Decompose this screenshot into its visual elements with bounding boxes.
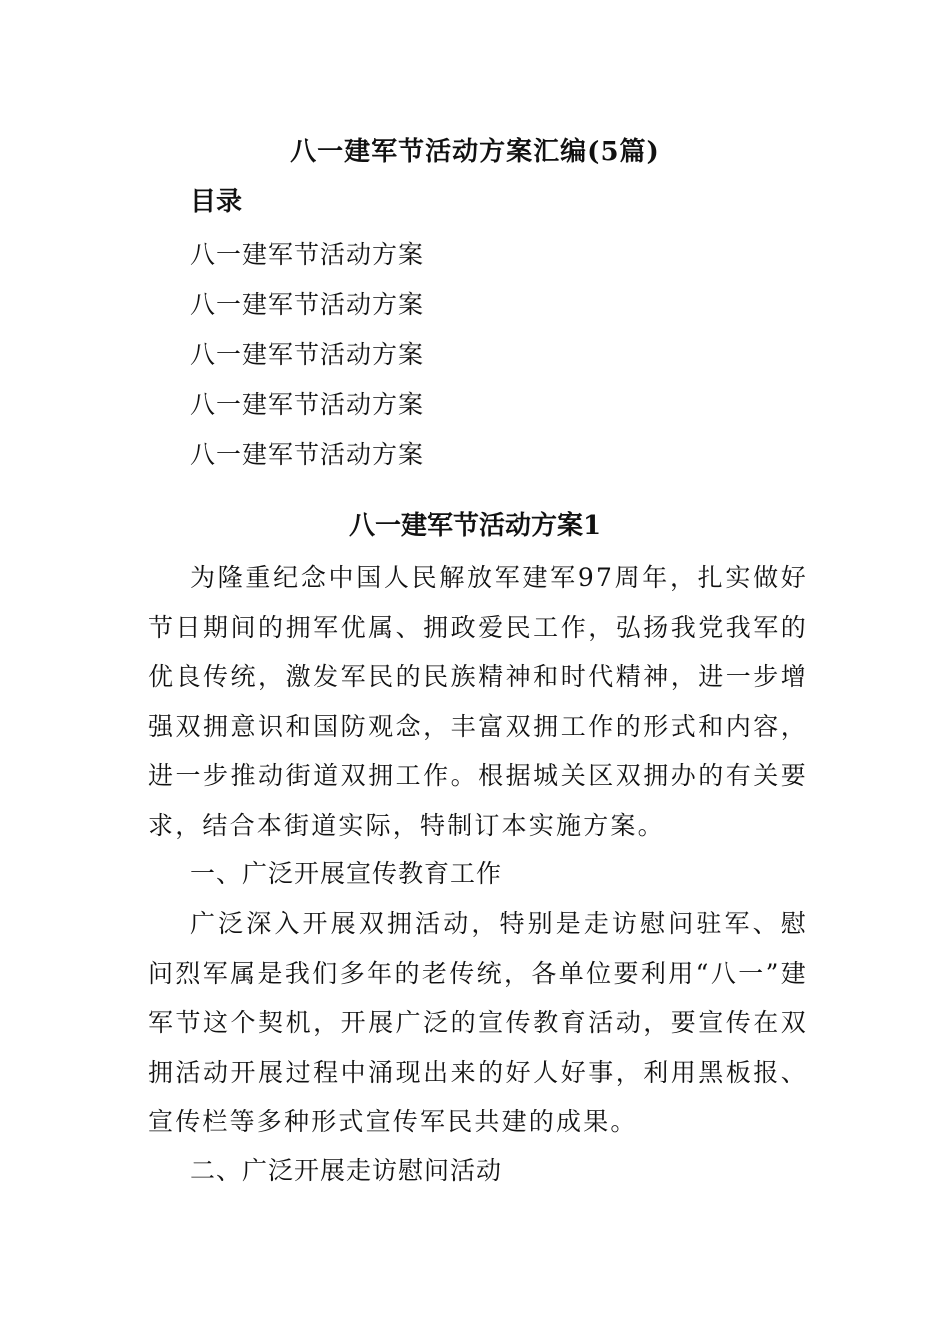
document-title: 八一建军节活动方案汇编(5篇) (290, 137, 660, 167)
body-paragraph: 为隆重纪念中国人民解放军建军97周年，扎实做好节日期间的拥军优属、拥政爱民工作，弘扬我党我军的优良传统，激发军民的民族精神和时代精神，进一步增强双拥意识和国防观念，丰富双拥工作的形式和内容，进一步推动街道双拥工作。根据城关区双拥办的有关要求，结合本街道实际，特制订本实施方案。 (148, 563, 808, 840)
section-title: 八一建军节活动方案1 (348, 511, 602, 541)
toc-item[interactable]: 八一建军节活动方案 (190, 290, 425, 319)
body-paragraph: 广泛深入开展双拥活动，特别是走访慰问驻军、慰问烈军属是我们多年的老传统，各单位要利用“八一”建军节这个契机，开展广泛的宣传教育活动，要宣传在双拥活动开展过程中涌现出来的好人好事，利用黑板报、宣传栏等多种形式宣传军民共建的成果。 (148, 909, 808, 1136)
toc-item[interactable]: 八一建军节活动方案 (190, 440, 425, 469)
toc-item[interactable]: 八一建军节活动方案 (190, 340, 425, 369)
table-of-contents (190, 230, 424, 480)
toc-item[interactable]: 八一建军节活动方案 (190, 240, 425, 269)
toc-heading: 目录 (190, 187, 243, 217)
subsection-heading: 一、广泛开展宣传教育工作 (190, 859, 503, 888)
toc-item[interactable]: 八一建军节活动方案 (190, 390, 425, 419)
subsection-heading: 二、广泛开展走访慰问活动 (190, 1156, 503, 1185)
